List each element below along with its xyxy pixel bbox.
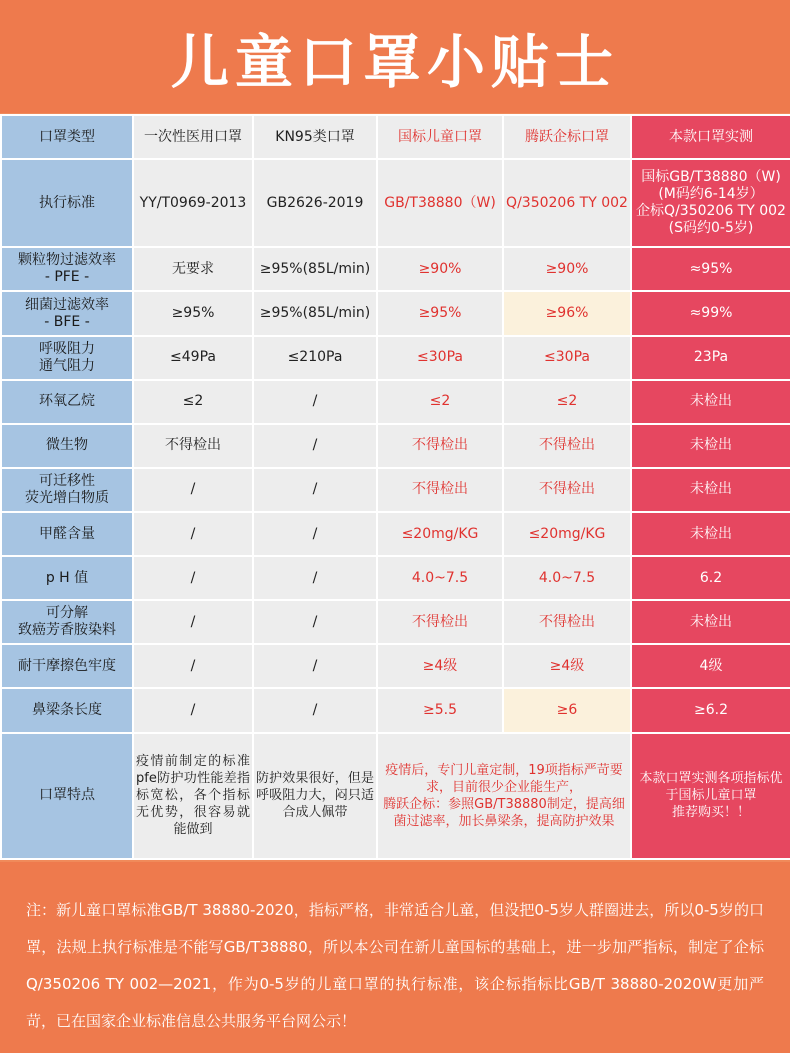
footnote-text: 注：新儿童口罩标准GB/T 38880-2020，指标严格，非常适合儿童，但没把0-5岁人群圈进去，所以0-5岁的口罩，法规上执行标准是不能写GB/T38880，所以本公司在新儿童国标的基础上，进一步加严指标，制定了企标Q/350206 TY 002—2021，作为0-5岁的儿童口罩的执行标准，该企标指标比GB/T 38880-2020W更加严苛，已在国家企业标准信息公共服务平台网公示！ bbox=[26, 901, 764, 1030]
row-label: 口罩特点 bbox=[1, 733, 133, 859]
table-cell: 未检出 bbox=[631, 600, 790, 644]
table-cell: 防护效果很好，但是呼吸阻力大，闷只适合成人佩带 bbox=[253, 733, 377, 859]
table-row bbox=[1, 556, 790, 600]
table-cell: 6.2 bbox=[631, 556, 790, 600]
table-cell: / bbox=[133, 512, 253, 556]
table-cell: ≥95%(85L/min) bbox=[253, 291, 377, 335]
table-cell: 不得检出 bbox=[377, 600, 503, 644]
row-label: 鼻梁条长度 bbox=[1, 688, 133, 732]
table-row bbox=[1, 644, 790, 688]
table-cell: ≤30Pa bbox=[503, 336, 631, 380]
table-cell: ≥5.5 bbox=[377, 688, 503, 732]
row-label: 微生物 bbox=[1, 424, 133, 468]
table-cell: ≤210Pa bbox=[253, 336, 377, 380]
table-cell: 未检出 bbox=[631, 380, 790, 424]
table-cell: ≥90% bbox=[503, 247, 631, 291]
table-row-features bbox=[1, 733, 790, 859]
table-cell: / bbox=[253, 424, 377, 468]
table-cell: GB/T38880（W) bbox=[377, 159, 503, 247]
table-cell: / bbox=[253, 688, 377, 732]
table-cell: / bbox=[253, 468, 377, 512]
table-cell: 无要求 bbox=[133, 247, 253, 291]
column-header: 本款口罩实测 bbox=[631, 115, 790, 159]
table-cell: 不得检出 bbox=[377, 468, 503, 512]
table-cell: / bbox=[253, 556, 377, 600]
table-cell: / bbox=[133, 556, 253, 600]
table-cell: / bbox=[133, 468, 253, 512]
row-label: 执行标准 bbox=[1, 159, 133, 247]
table-cell: / bbox=[133, 600, 253, 644]
column-header: 一次性医用口罩 bbox=[133, 115, 253, 159]
comparison-table-container bbox=[0, 114, 790, 860]
table-cell: ≥4级 bbox=[503, 644, 631, 688]
table-cell: / bbox=[253, 644, 377, 688]
table-cell: ≥95% bbox=[133, 291, 253, 335]
table-cell: YY/T0969-2013 bbox=[133, 159, 253, 247]
table-cell: 4.0~7.5 bbox=[503, 556, 631, 600]
column-header: 国标儿童口罩 bbox=[377, 115, 503, 159]
table-cell: 疫情前制定的标准pfe防护功性能差指标宽松，各个指标无优势，很容易就能做到 bbox=[133, 733, 253, 859]
table-cell: GB2626-2019 bbox=[253, 159, 377, 247]
table-header-row bbox=[1, 115, 790, 159]
table-cell: ≈95% bbox=[631, 247, 790, 291]
table-cell: 不得检出 bbox=[377, 424, 503, 468]
table-cell-highlighted: ≥96% bbox=[503, 291, 631, 335]
table-row bbox=[1, 424, 790, 468]
footnote-panel bbox=[0, 862, 790, 1053]
row-label: 耐干摩擦色牢度 bbox=[1, 644, 133, 688]
table-cell: ≥4级 bbox=[377, 644, 503, 688]
table-cell: ≈99% bbox=[631, 291, 790, 335]
comparison-table bbox=[0, 114, 790, 860]
table-cell: ≥95% bbox=[377, 291, 503, 335]
table-row bbox=[1, 336, 790, 380]
table-cell: / bbox=[253, 600, 377, 644]
row-label: 环氧乙烷 bbox=[1, 380, 133, 424]
table-cell: ≤20mg/KG bbox=[503, 512, 631, 556]
row-label: 可迁移性 荧光增白物质 bbox=[1, 468, 133, 512]
table-row bbox=[1, 512, 790, 556]
table-cell: 不得检出 bbox=[503, 468, 631, 512]
row-label: p H 值 bbox=[1, 556, 133, 600]
table-cell: ≤49Pa bbox=[133, 336, 253, 380]
row-label: 细菌过滤效率 - BFE - bbox=[1, 291, 133, 335]
table-cell: 不得检出 bbox=[503, 600, 631, 644]
table-cell: / bbox=[133, 688, 253, 732]
table-cell: ≥95%(85L/min) bbox=[253, 247, 377, 291]
table-row bbox=[1, 600, 790, 644]
column-header: 腾跃企标口罩 bbox=[503, 115, 631, 159]
table-cell: 未检出 bbox=[631, 468, 790, 512]
table-cell: / bbox=[253, 512, 377, 556]
table-cell: 未检出 bbox=[631, 424, 790, 468]
table-cell: ≤2 bbox=[133, 380, 253, 424]
row-label: 甲醛含量 bbox=[1, 512, 133, 556]
table-cell: ≥6.2 bbox=[631, 688, 790, 732]
row-label: 可分解 致癌芳香胺染料 bbox=[1, 600, 133, 644]
column-header: 口罩类型 bbox=[1, 115, 133, 159]
table-cell: 不得检出 bbox=[133, 424, 253, 468]
table-cell: 23Pa bbox=[631, 336, 790, 380]
table-row bbox=[1, 247, 790, 291]
table-row bbox=[1, 291, 790, 335]
table-cell: 本款口罩实测各项指标优于国标儿童口罩 推荐购买！！ bbox=[631, 733, 790, 859]
table-cell: ≤2 bbox=[377, 380, 503, 424]
table-cell: 4级 bbox=[631, 644, 790, 688]
table-cell: Q/350206 TY 002 bbox=[503, 159, 631, 247]
table-cell-highlighted: ≥6 bbox=[503, 688, 631, 732]
table-cell: ≤20mg/KG bbox=[377, 512, 503, 556]
page-title: 儿童口罩小贴士 bbox=[170, 27, 619, 96]
table-cell: 不得检出 bbox=[503, 424, 631, 468]
table-cell-merged: 疫情后，专门儿童定制，19项指标严苛要求，目前很少企业能生产， 腾跃企标：参照GB/T38880制定，提高细菌过滤率，加长鼻梁条，提高防护效果 bbox=[377, 733, 631, 859]
table-cell: 未检出 bbox=[631, 512, 790, 556]
table-row bbox=[1, 159, 790, 247]
table-cell: 国标GB/T38880（W) (M码约6-14岁） 企标Q/350206 TY 002 (S码约0-5岁) bbox=[631, 159, 790, 247]
table-row bbox=[1, 380, 790, 424]
row-label: 颗粒物过滤效率 - PFE - bbox=[1, 247, 133, 291]
table-row bbox=[1, 688, 790, 732]
table-cell: ≥90% bbox=[377, 247, 503, 291]
table-cell: / bbox=[133, 644, 253, 688]
table-cell: ≤30Pa bbox=[377, 336, 503, 380]
table-cell: 4.0~7.5 bbox=[377, 556, 503, 600]
column-header: KN95类口罩 bbox=[253, 115, 377, 159]
table-cell: / bbox=[253, 380, 377, 424]
row-label: 呼吸阻力 通气阻力 bbox=[1, 336, 133, 380]
table-row bbox=[1, 468, 790, 512]
table-cell: ≤2 bbox=[503, 380, 631, 424]
title-banner bbox=[0, 0, 790, 113]
